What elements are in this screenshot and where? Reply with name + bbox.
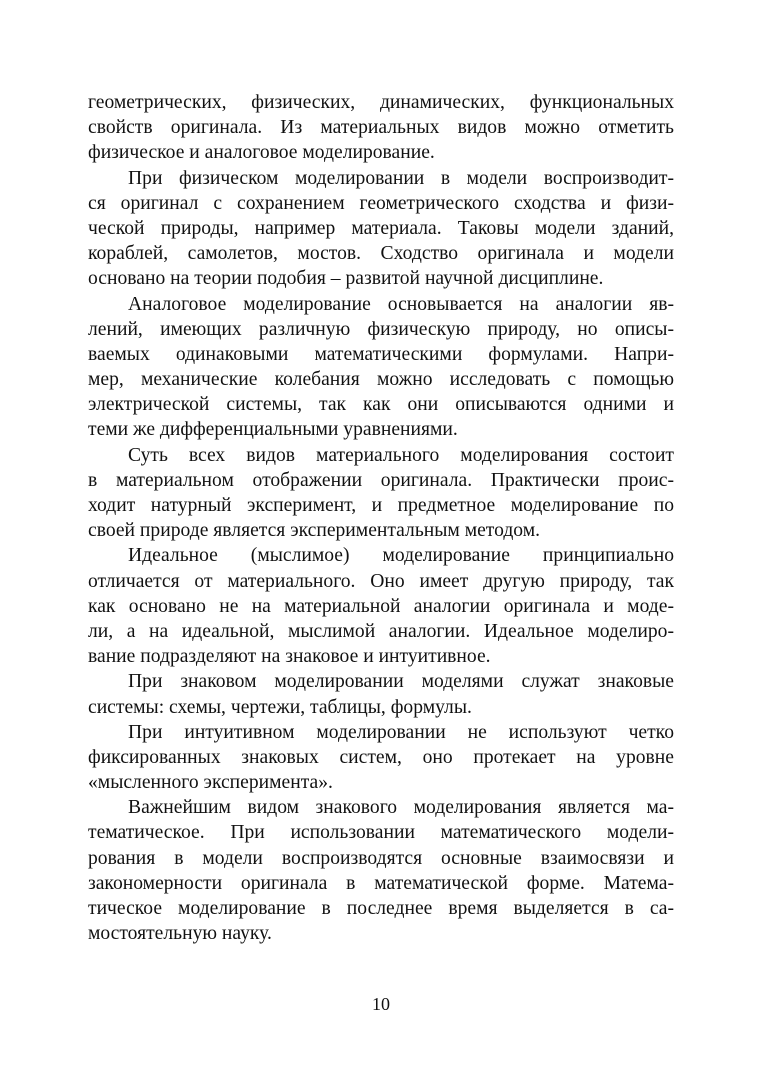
text-line: своей природе является экспериментальным методом. <box>88 520 541 542</box>
paragraph-4 <box>88 443 674 544</box>
text-line: рования в модели воспроизводятся основные взаимосвязи и <box>88 847 674 869</box>
text-line: При физическом моделировании в модели воспроизводит- <box>128 167 674 189</box>
text-line: основано на теории подобия – развитой научной дисциплине. <box>88 268 604 290</box>
text-line: свойств оригинала. Из материальных видов можно отметить <box>88 117 674 139</box>
page-body <box>88 90 674 946</box>
paragraph-1 <box>88 90 674 166</box>
text-line: «мысленного эксперимента». <box>88 772 333 794</box>
text-line: Важнейшим видом знакового моделирования является ма- <box>128 797 674 819</box>
text-line: ваемых одинаковыми математическими формулами. Напри- <box>88 343 674 365</box>
text-line: как основано не на материальной аналогии оригинала и моде- <box>88 595 674 617</box>
text-line: кораблей, самолетов, мостов. Сходство оригинала и модели <box>88 243 674 265</box>
text-line: тическое моделирование в последнее время выделяется в са- <box>88 898 674 919</box>
text-line: ся оригинал с сохранением геометрического сходства и физи- <box>88 192 674 214</box>
text-line: Аналоговое моделирование основывается на аналогии яв- <box>128 293 674 315</box>
text-line: Идеальное (мыслимое) моделирование принципиально <box>128 545 674 567</box>
paragraph-6 <box>88 669 674 719</box>
text-line: фиксированных знаковых систем, оно протекает на уровне <box>88 746 674 768</box>
text-line: отличается от материального. Оно имеет другую природу, так <box>88 570 674 592</box>
text-line: теми же дифференциальными уравнениями. <box>88 419 458 441</box>
text-line: физическое и аналоговое моделирование. <box>88 142 435 164</box>
text-line: вание подразделяют на знаковое и интуитивное. <box>88 646 491 668</box>
text-line: ходит натурный эксперимент, и предметное моделирование по <box>88 495 674 516</box>
text-line: Суть всех видов материального моделирования состоит <box>128 444 674 466</box>
paragraph-5 <box>88 543 674 669</box>
text-line: мостоятельную науку. <box>88 923 272 945</box>
text-line: ли, а на идеальной, мыслимой аналогии. Идеальное моделиро- <box>88 620 674 642</box>
paragraph-8 <box>88 795 674 946</box>
text-line: системы: схемы, чертежи, таблицы, формулы. <box>88 696 472 718</box>
text-line: лений, имеющих различную физическую природу, но описы- <box>88 318 674 340</box>
text-line: электрической системы, так как они описываются одними и <box>88 394 674 416</box>
text-line: ческой природы, например материала. Таковы модели зданий, <box>88 217 674 239</box>
paragraph-2 <box>88 166 674 292</box>
text-line: мер, механические колебания можно исследовать с помощью <box>88 369 674 391</box>
page-number: 10 <box>372 994 390 1014</box>
text-line: При знаковом моделировании моделями служат знаковые <box>128 671 674 693</box>
text-line: геометрических, физических, динамических, функциональных <box>88 92 674 113</box>
text-line: При интуитивном моделировании не используют четко <box>128 721 674 743</box>
paragraph-7 <box>88 720 674 796</box>
paragraph-3 <box>88 292 674 443</box>
text-line: тематическое. При использовании математического модели- <box>88 822 674 844</box>
text-line: закономерности оригинала в математической форме. Матема- <box>88 872 674 894</box>
text-line: в материальном отображении оригинала. Практически проис- <box>88 469 674 491</box>
